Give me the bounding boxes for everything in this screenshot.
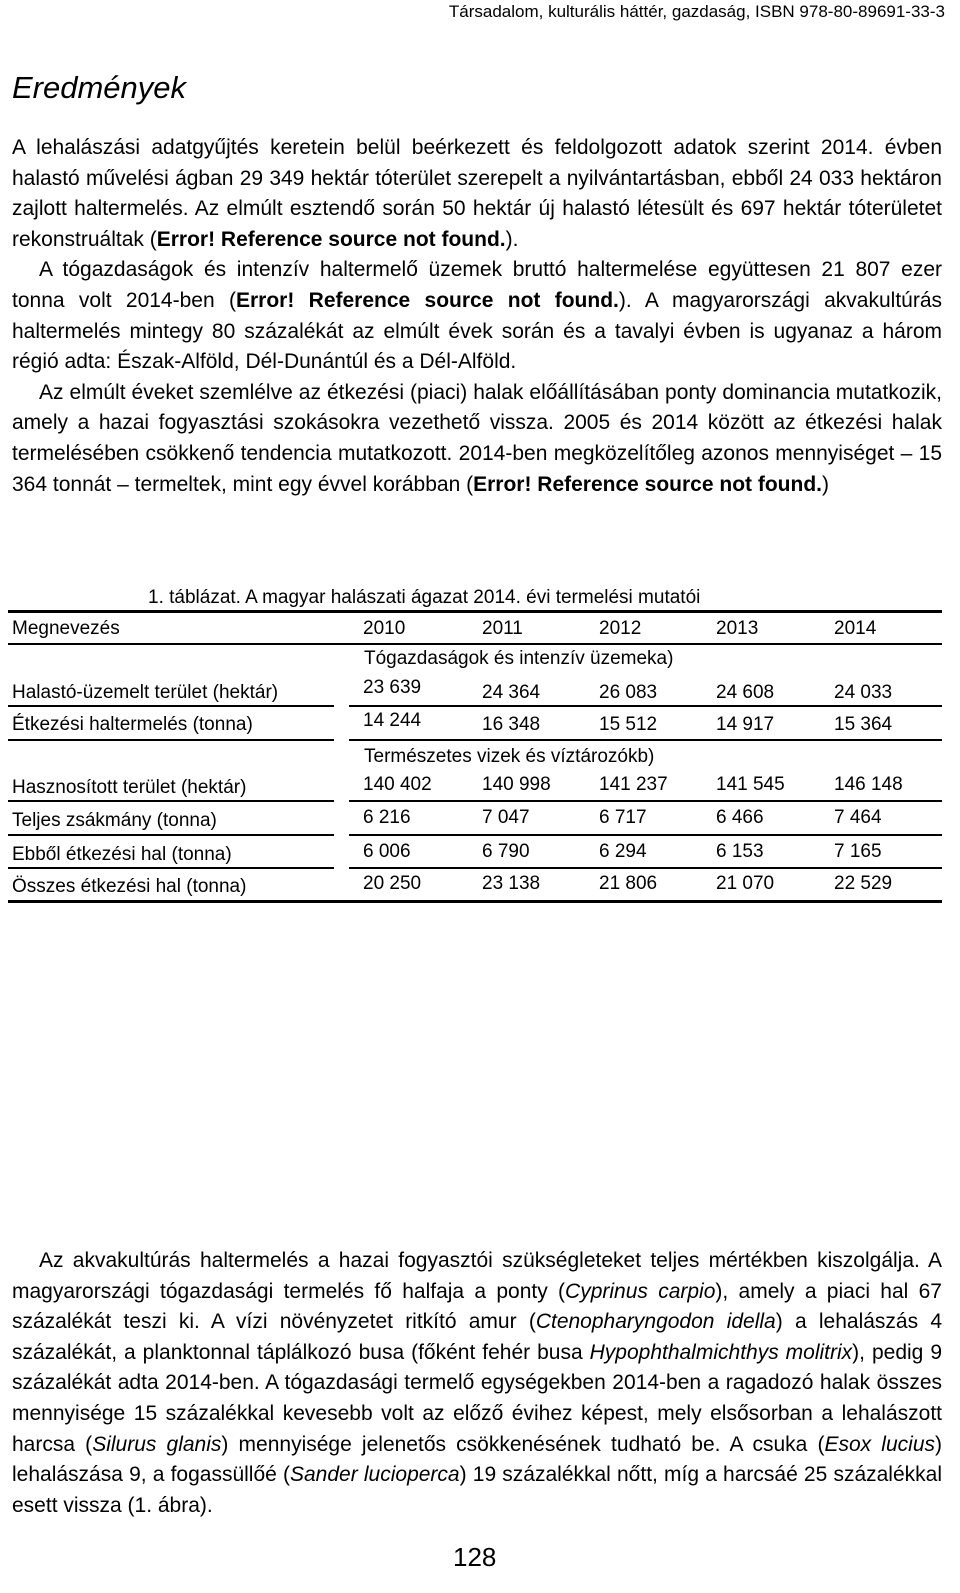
p1-text-5: Az elmúlt éveket szemlélve az étkezési (piaci) halak előállításában ponty dominancia mutatkozik, amely a hazai fogyasztási szokásokra vezethető vissza. 2005 és 2014 között az étkezési halak termelésében csökkenő tendencia mutatkozott. 2014-ben megközelítőleg azonos mennyiséget – 15 364 tonnát – termeltek, mint egy évvel korábban ( [12, 380, 942, 496]
table-cell: 14 244 [363, 710, 422, 731]
p2-text-1: Az akvakultúrás haltermelés a hazai fogyasztói szükségleteket teljes mértékben kiszolgálja. A magyarországi tógazdasági termelés fő halfaja a ponty ( [12, 1249, 942, 1303]
aquaculture-paragraph [12, 1246, 942, 1521]
table-cell: 24 608 [716, 682, 775, 703]
table-cell: 15 364 [834, 714, 893, 735]
row-rule [8, 867, 334, 869]
table-cell: 7 464 [834, 807, 882, 828]
table-cell: 141 237 [599, 774, 668, 795]
table-cell: 141 545 [716, 774, 785, 795]
row-rule [8, 800, 334, 802]
reference-error-2: Error! Reference source not found. [235, 288, 619, 312]
row-label: Étkezési haltermelés (tonna) [12, 714, 253, 735]
table-cell: 23 138 [482, 873, 541, 894]
table-cell: 6 216 [363, 807, 411, 828]
table-cell: 6 717 [599, 807, 647, 828]
row-rule [349, 705, 942, 707]
p2-text-7: ) 19 százalékkal nőtt, míg a harcsáé 25 százalékkal esett vissza (1. ábra). [12, 1463, 942, 1517]
column-header-name: Megnevezés [12, 618, 120, 639]
table-cell: 7 047 [482, 807, 530, 828]
row-rule [8, 834, 334, 836]
p1-text-2: ). [505, 227, 519, 251]
page-number: 128 [453, 1542, 497, 1572]
row-rule [8, 739, 334, 741]
table-cell: 146 148 [834, 774, 903, 795]
table-cell: 140 998 [482, 774, 551, 795]
results-paragraph [12, 133, 942, 500]
p1-text-3: A tógazdaságok és intenzív haltermelő üzemek bruttó haltermelése együttesen 21 807 ezer tonna volt 2014-ben ( [12, 258, 942, 312]
section-heading-ponds: Tógazdaságok és intenzív üzemeka) [364, 648, 674, 669]
reference-error-1: Error! Reference source not found. [156, 227, 506, 251]
table-cell: 6 153 [716, 841, 764, 862]
table-top-rule [8, 610, 942, 613]
column-header-year: 2012 [599, 618, 642, 639]
row-rule [349, 867, 942, 869]
table-cell: 24 033 [834, 682, 893, 703]
table-cell: 21 806 [599, 873, 658, 894]
table-cell: 21 070 [716, 873, 775, 894]
table-bottom-rule [8, 900, 942, 903]
p1-text-6: ) [821, 472, 829, 496]
column-header-year: 2013 [716, 618, 759, 639]
table-cell: 7 165 [834, 841, 882, 862]
table-cell: 140 402 [363, 774, 432, 795]
column-header-year: 2011 [482, 618, 523, 639]
running-header: Társadalom, kulturális háttér, gazdaság, ISBN 978-80-89691-33-3 [448, 2, 945, 21]
table-cell: 24 364 [482, 682, 541, 703]
row-label: Hasznosított terület (hektár) [12, 777, 247, 798]
section-title: Eredmények [12, 70, 187, 105]
species-name: Esox lucius [824, 1432, 935, 1456]
table-cell: 23 639 [363, 677, 422, 698]
row-rule [8, 705, 334, 707]
row-label: Halastó-üzemelt terület (hektár) [12, 682, 279, 703]
table-caption: 1. táblázat. A magyar halászati ágazat 2014. évi termelési mutatói [148, 587, 701, 608]
table-cell: 22 529 [834, 873, 893, 894]
p1-text-1: A lehalászási adatgyűjtés keretein belül beérkezett és feldolgozott adatok szerint 2014. évben halastó művelési ágban 29 349 hektár tóterület szerepelt a nyilvántartásban, ebből 24 033 hektáron zajlott haltermelés. Az elmúlt esztendő során 50 hektár új halastó létesült és 697 hektár tóterületet rekonstruáltak ( [12, 136, 942, 251]
table-cell: 20 250 [363, 873, 422, 894]
table-cell: 26 083 [599, 682, 658, 703]
table-cell: 14 917 [716, 714, 775, 735]
column-header-year: 2014 [834, 618, 877, 639]
row-rule [349, 834, 942, 836]
section-heading-natural-waters: Természetes vizek és víztározókb) [364, 746, 655, 767]
row-rule [349, 800, 942, 802]
table-cell: 6 790 [482, 841, 530, 862]
p2-text-5: ) mennyisége jelenetős csökkenésének tudható be. A csuka ( [221, 1432, 825, 1456]
species-name: Hypophthalmichthys molitrix [589, 1340, 853, 1364]
table-cell: 6 006 [363, 841, 411, 862]
species-name: Cyprinus carpio [565, 1279, 716, 1303]
species-name: Sander lucioperca [290, 1463, 460, 1487]
table-cell: 6 294 [599, 841, 647, 862]
p2-text-4: ), pedig 9 százalékát adta 2014-ben. A tógazdasági termelő egységekben 2014-ben a ragadozó halak összes mennyisége 15 százalékkal kevesebb volt az előző évihez képest, mely elsősorban a lehalászott harcsa ( [12, 1340, 942, 1456]
p2-text-3: ) a lehalászás 4 százalékát, a planktonnal táplálkozó busa (főként fehér busa [12, 1310, 942, 1364]
row-label: Összes étkezési hal (tonna) [12, 876, 247, 897]
species-name: Ctenopharyngodon idella [535, 1310, 776, 1334]
header-rule [8, 643, 942, 645]
reference-error-3: Error! Reference source not found. [473, 472, 822, 496]
column-header-year: 2010 [363, 618, 406, 639]
row-label: Teljes zsákmány (tonna) [12, 810, 217, 831]
p2-text-2: ), amely a piaci hal 67 százalékát teszi ki. A vízi növényzetet ritkító amur ( [12, 1279, 942, 1334]
table-cell: 16 348 [482, 714, 541, 735]
row-rule [349, 739, 942, 741]
table-cell: 6 466 [716, 807, 764, 828]
table-cell: 15 512 [599, 714, 658, 735]
species-name: Silurus glanis [92, 1432, 222, 1456]
p2-text-6: ) lehalászása 9, a fogassüllőé ( [12, 1432, 942, 1487]
row-label: Ebből étkezési hal (tonna) [12, 844, 232, 865]
p1-text-4: ). A magyarországi akvakultúrás haltermelés mintegy 80 százalékát az elmúlt évek során és a tavalyi évben is ugyanaz a három régió adta: Észak-Alföld, Dél-Dunántúl és a Dél-Alföld. [12, 288, 943, 374]
